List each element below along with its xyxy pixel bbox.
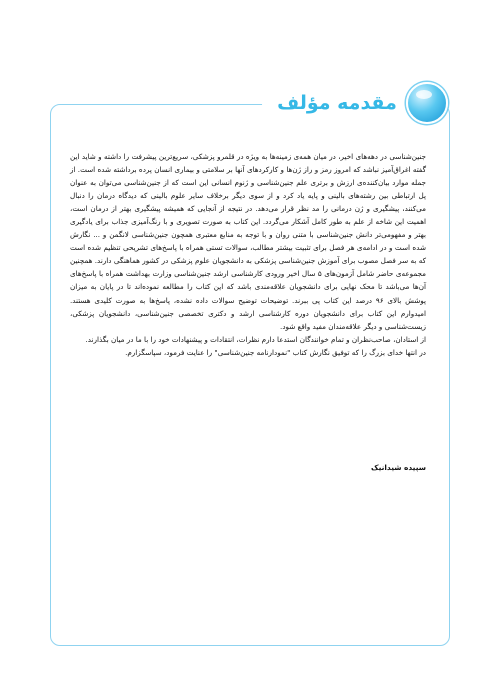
preface-paragraph-1: جنین‌شناسی در دهه‌های اخیر، در میان همه‌ی زمینه‌ها به ویژه در قلمرو پزشکی، سریع‌ترین پیشرفت را داشته و شاید این گفته اغراق‌آمیز نباشد که امروز رمز و راز ژن‌ها و کارکردهای آنها بر سلامتی و بیماری انسان پرده برداشته شده است. از جمله موارد بیان‌کننده‌ی ارزش و برتری علم جنین‌شناسی و ژنوم انسانی این است که از جنین‌شناسی می‌توان به عنوان پل ارتباطی بین رشته‌های بالینی و پایه یاد کرد و از سوی دیگر برخلاف سایر علوم بالینی که دیدگاه درمان را دنبال می‌کنند، پیشگیری و ژن درمانی را مد نظر قرار می‌دهد. در نتیجه از آنجایی که همیشه پیشگیری بهتر از درمان است، اهمیت این شاخه از علم به طور کامل آشکار می‌گردد. این کتاب به صورت تصویری و با رنگ‌آمیزی جذاب برای یادگیری بهتر و مفهومی‌تر دانش جنین‌شناسی با متنی روان و با توجه به منابع معتبری همچون جنین‌شناسی لانگمن و ... نگارش شده است و در ادامه‌ی هر فصل برای تثبیت بیشتر مطالب، سوالات تستی همراه با پاسخ‌های تشریحی تنظیم شده است که به سر فصل مصوب برای آموزش جنین‌شناسی پزشکی به دانشجویان علوم پزشکی در کشور هماهنگی دارند. همچنین مجموعه‌ی حاضر شامل آزمون‌های ۵ سال اخیر ورودی کارشناسی ارشد جنین‌شناسی وزارت بهداشت همراه با پاسخ‌های آن‌ها می‌باشد تا محک نهایی برای دانشجویان علاقه‌مندی باشد که این کتاب را مطالعه نموده‌اند تا در پایان به میزان پوشش بالای ۹۶ درصد این کتاب پی ببرند. توضیحات توضیح سوالات داده نشده، پاسخ‌ها به صورت کلیدی هستند. امیدوارم این کتاب برای دانشجویان دوره کارشناسی ارشد و دکتری تخصصی جنین‌شناسی، دانشجویان پزشکی، زیست‌شناسی و دیگر علاقه‌مندان مفید واقع شود. [70, 152, 427, 331]
author-signature: سپیده شیدانیک [371, 463, 426, 472]
preface-paragraph-3: در انتها خدای بزرگ را که توفیق نگارش کتاب "نمودارنامه جنین‌شناسی" را عنایت فرمود، سپاسگزارم. [125, 347, 426, 357]
page-title: مقدمه مؤلف [277, 92, 397, 114]
preface-body [70, 150, 426, 359]
preface-paragraph-2: از استادان، صاحب‌نظران و تمام خوانندگان استدعا دارم نظرات، انتقادات و پیشنهادات خود را با ما در میان بگذارند. [85, 334, 426, 344]
heading-circle-icon [406, 82, 448, 124]
